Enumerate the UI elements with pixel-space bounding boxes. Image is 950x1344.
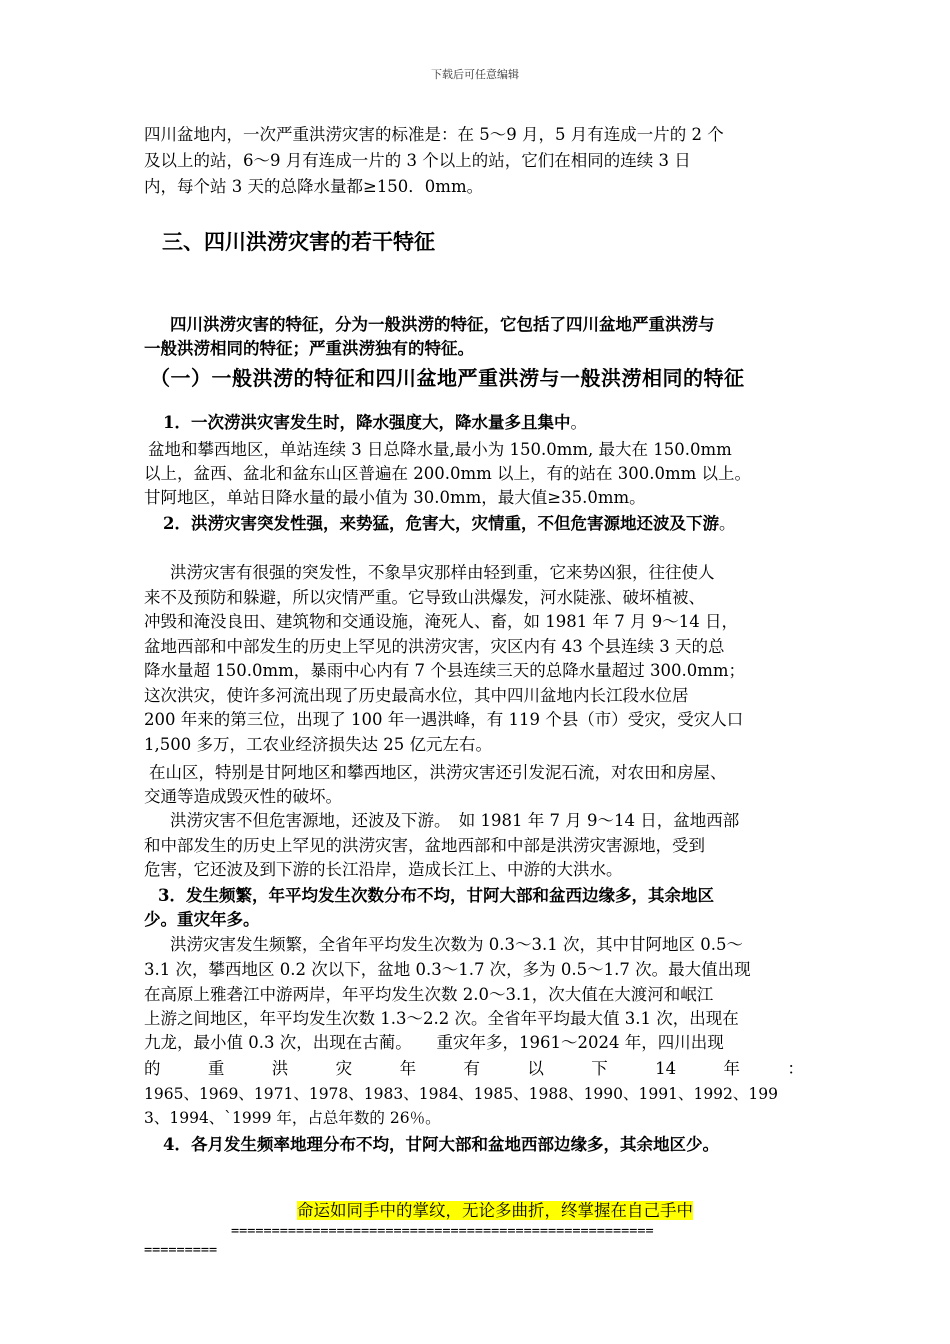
point2-title-text: 2．洪涝灾害突发性强，来势猛，危害大，灾情重，不但危害源地还波及下游	[163, 514, 719, 533]
spread-word: 下	[591, 1059, 608, 1078]
point1-line-2: 以上，盆西、盆北和盆东山区普遍在 200.0mm 以上，有的站在 300.0mm 以上。	[144, 464, 752, 483]
point2-line-1: 洪涝灾害有很强的突发性，不象旱灾那样由轻到重，它来势凶狠，往往使人	[170, 563, 715, 582]
intro-line-3: 内，每个站 3 天的总降水量都≥150．0mm。	[144, 177, 484, 196]
summary-line-1: 四川洪涝灾害的特征，分为一般洪涝的特征，它包括了四川盆地严重洪涝与	[170, 315, 715, 334]
point3-years-line-1: 1965、1969、1971、1978、1983、1984、1985、1988、1990、1991、1992、199	[144, 1085, 778, 1103]
point2-line-7: 200 年来的第三位，出现了 100 年一遇洪峰，有 119 个县（市）受灾，受灾人口	[144, 710, 744, 729]
point1-title-text: 1．一次涝洪灾害发生时，降水强度大，降水量多且集中	[163, 413, 571, 432]
spread-word: 有	[463, 1059, 480, 1078]
section-title: 三、四川洪涝灾害的若干特征	[162, 230, 435, 254]
point2-line-12: 和中部发生的历史上罕见的洪涝灾害，盆地西部和中部是洪涝灾害源地，受到	[144, 836, 705, 855]
footer-motto	[297, 1199, 693, 1223]
spread-word: 14	[655, 1059, 677, 1078]
spread-word: ：	[787, 1059, 804, 1078]
point1-line-3: 甘阿地区，单站日降水量的最小值为 30.0mm，最大值≥35.0mm。	[144, 488, 646, 507]
point2-line-2: 来不及预防和躲避，所以灾情严重。它导致山洪爆发，河水陡涨、破坏植被、	[144, 588, 705, 607]
point1-line-1: 盆地和攀西地区，单站连续 3 日总降水量,最小为 150.0mm, 最大在 150.0mm	[148, 440, 732, 459]
spread-word: 年	[723, 1059, 741, 1078]
point2-line-8: 1,500 多万，工农业经济损失达 25 亿元左右。	[144, 735, 492, 754]
point3-line-5: 九龙，最小值 0.3 次，出现在古蔺。 重灾年多，1961～2024 年，四川出现	[144, 1033, 724, 1052]
intro-line-1: 四川盆地内，一次严重洪涝灾害的标准是：在 5～9 月，5 月有连成一片的 2 个	[144, 125, 724, 144]
point2-line-4: 盆地西部和中部发生的历史上罕见的洪涝灾害，灾区内有 43 个县连续 3 天的总	[144, 637, 725, 656]
spread-word: 灾	[335, 1059, 353, 1078]
subsection-title: （一）一般洪涝的特征和四川盆地严重洪涝与一般洪涝相同的特征	[150, 366, 745, 390]
point4-title: 4．各月发生频率地理分布不均，甘阿大部和盆地西部边缘多，其余地区少。	[163, 1135, 719, 1154]
spread-word: 洪	[271, 1059, 289, 1078]
point2-line-6: 这次洪灾，使许多河流出现了历史最高水位，其中四川盆地内长江段水位居	[144, 686, 689, 705]
point1-title	[163, 411, 587, 435]
spread-word: 以	[527, 1059, 544, 1078]
spread-word: 的	[144, 1059, 161, 1078]
point2-title	[163, 512, 735, 536]
point3-line-1: 洪涝灾害发生频繁，全省年平均发生次数为 0.3～3.1 次，其中甘阿地区 0.5～	[170, 935, 743, 954]
point2-line-5: 降水量超 150.0mm，暴雨中心内有 7 个县连续三天的总降水量超过 300.0mm；	[144, 661, 746, 680]
point3-line-2: 3.1 次，攀西地区 0.2 次以下，盆地 0.3～1.7 次，多为 0.5～1.7 次。最大值出现	[144, 960, 751, 979]
point3-title-line-1: 3．发生频繁，年平均发生次数分布不均，甘阿大部和盆西边缘多，其余地区	[158, 886, 714, 905]
point2-title-end: 。	[718, 514, 736, 533]
point2-line-3: 冲毁和淹没良田、建筑物和交通设施，淹死人、畜，如 1981 年 7 月 9～14 日，	[144, 612, 738, 631]
point2-line-9: 在山区，特别是甘阿地区和攀西地区，洪涝灾害还引发泥石流，对农田和房屋、	[149, 763, 727, 782]
point2-line-10: 交通等造成毁灭性的破坏。	[144, 787, 342, 806]
point3-years-line-2: 3、1994、`1999 年，占总年数的 26％。	[144, 1109, 441, 1127]
page-header: 下载后可任意编辑	[431, 68, 519, 81]
point3-line-4: 上游之间地区，年平均发生次数 1.3～2.2 次。全省年平均最大值 3.1 次，出现在	[144, 1009, 739, 1028]
point2-line-13: 危害，它还波及到下游的长江沿岸，造成长江上、中游的大洪水。	[144, 860, 623, 879]
point3-spread-line	[144, 1057, 804, 1081]
footer-rule-1: ====================================================	[231, 1223, 654, 1239]
point2-line-11: 洪涝灾害不但危害源地，还波及下游。 如 1981 年 7 月 9～14 日，盆地西部	[170, 811, 740, 830]
spread-word: 年	[399, 1059, 417, 1078]
point3-line-3: 在高原上雅砻江中游两岸，年平均发生次数 2.0～3.1，次大值在大渡河和岷江	[144, 985, 714, 1004]
footer-motto-text: 命运如同手中的掌纹，无论多曲折，终掌握在自己手中	[297, 1201, 693, 1220]
spread-word: 重	[207, 1059, 225, 1078]
footer-rule-2: =========	[144, 1242, 218, 1258]
point3-title-line-2: 少。重灾年多。	[144, 910, 260, 929]
summary-line-2: 一般洪涝相同的特征；严重洪涝独有的特征。	[144, 339, 474, 358]
point1-title-end: 。	[570, 413, 587, 432]
intro-line-2: 及以上的站，6～9 月有连成一片的 3 个以上的站，它们在相同的连续 3 日	[144, 151, 691, 170]
